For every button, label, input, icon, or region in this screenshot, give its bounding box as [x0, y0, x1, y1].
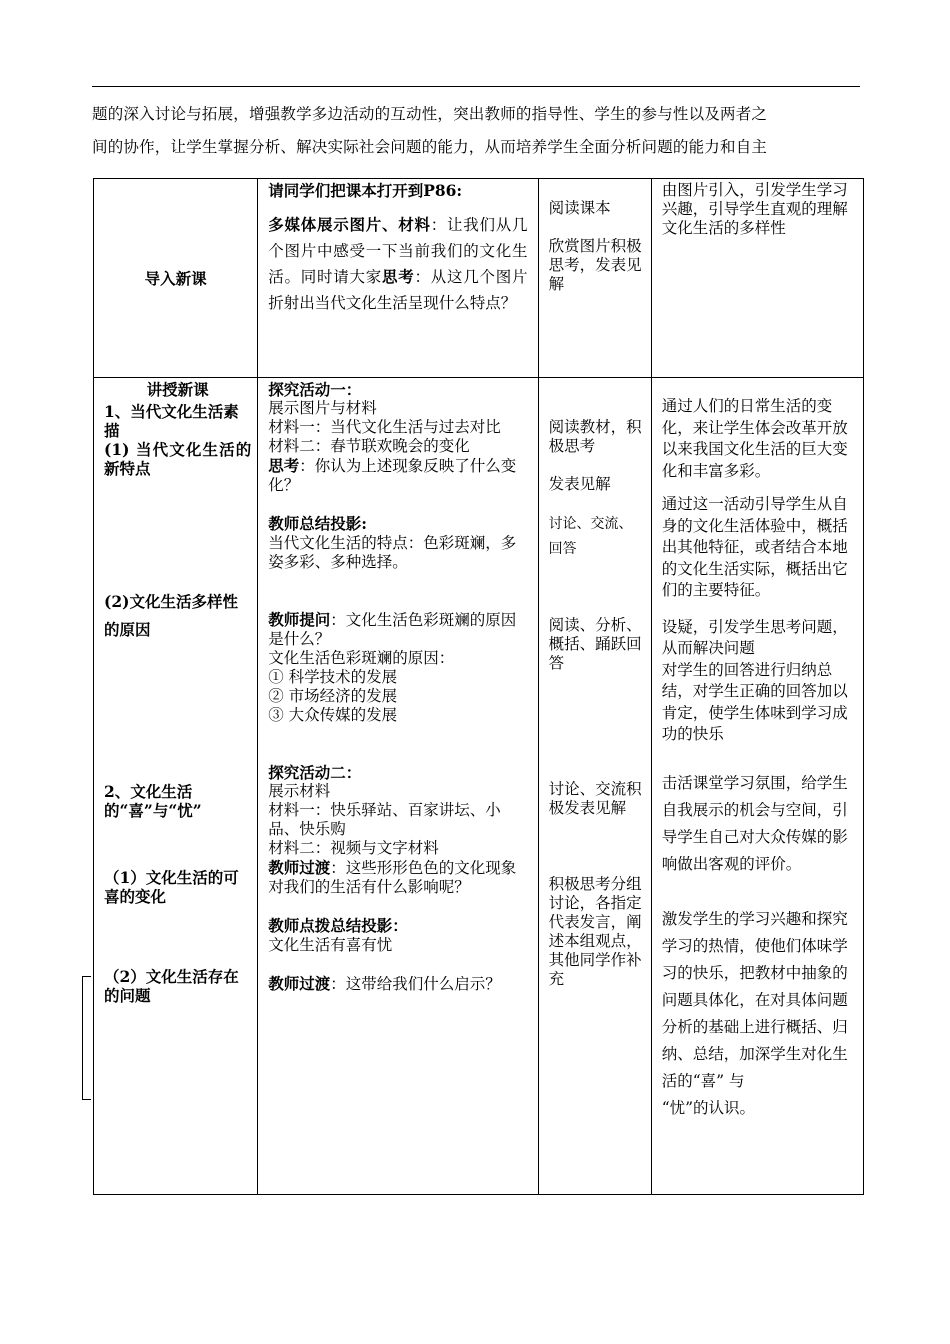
- intent-c1: 设疑，引发学生思考问题，从而解决问题: [661, 617, 848, 657]
- reason-1: ① 科学技术的发展: [268, 668, 398, 686]
- media-text: ：让我们从几个图片中感受一下当前我们的文化生活。同时请大家: [268, 216, 528, 286]
- teacher-transition-2: [268, 974, 527, 994]
- teacher-transition: [268, 858, 527, 897]
- media-label: 多媒体展示图片、材料: [268, 215, 431, 234]
- guide-summary-label: 教师点拨总结投影: [268, 916, 393, 935]
- intro-line-1: 题的深入讨论与拓展，增强教学多边活动的互动性，突出教师的指导性、学生的参与性以及两者之: [92, 105, 768, 123]
- activity-2-line-3: 材料二：视频与文字材料: [268, 839, 439, 857]
- summary-label: 教师总结投影: [268, 514, 362, 533]
- cell-student-activity-2: [538, 378, 651, 1195]
- lesson-table: [93, 178, 864, 1195]
- student-e: 讨论、交流积极发表见解: [548, 780, 642, 817]
- table-row-intro: [94, 179, 864, 378]
- think-question: [268, 456, 527, 495]
- activity-heading: 请同学们把课本打开到P86:: [268, 181, 463, 200]
- activity-1-line-2: 材料一：当代文化生活与过去对比: [268, 418, 501, 436]
- intent-c2: 对学生的回答进行归纳总结，对学生正确的回答加以肯定，使学生体味到学习成功的快乐: [661, 660, 848, 743]
- intent-e1: 激发学生的学习兴趣和探究学习的热情，使他们体味学习的快乐，把教材中抽象的问题具体化，在对具体问题分析的基础上进行概括、归纳、总结，加深学生对化生活的“喜” 与: [661, 909, 848, 1090]
- student-c: 讨论、交流、回答: [548, 516, 633, 557]
- margin-bracket: [82, 976, 91, 1100]
- section-2-1: （1）文化生活的可喜的变化: [104, 868, 239, 906]
- think-text-2: ：你认为上述现象反映了什么变化？: [268, 457, 517, 494]
- intent-text: 由图片引入，引发学生学习兴趣，引导学生直观的理解文化生活的多样性: [661, 181, 848, 237]
- student-b: 发表见解: [548, 475, 611, 493]
- cell-teacher-activity: [258, 179, 538, 378]
- teacher-question: [268, 610, 527, 649]
- section-2: 2、文化生活的“喜”与“忧”: [104, 782, 202, 820]
- cell-design-intent-2: [651, 378, 863, 1195]
- intent-a: 通过人们的日常生活的变化，来让学生体会改革开放以来我国文化生活的巨大变化和丰富多彩。: [661, 397, 848, 480]
- intro-paragraph: [92, 98, 864, 164]
- think-label-2: 思考: [268, 456, 300, 475]
- activity-1-line-3: 材料二：春节联欢晚会的变化: [268, 437, 470, 455]
- activity-2-title: 探究活动二：: [268, 763, 362, 782]
- transition-text: ：这些形形色色的文化现象对我们的生活有什么影响呢？: [268, 859, 517, 896]
- cell-teacher-activity-2: [258, 378, 538, 1195]
- section-1: 1、当代文化生活素描: [104, 402, 239, 440]
- cell-stage: [94, 179, 258, 378]
- think-label: 思考: [381, 267, 415, 286]
- reason-2: ② 市场经济的发展: [268, 687, 398, 705]
- transition-2-label: 教师过渡: [268, 974, 331, 993]
- teacher-summary: [268, 514, 527, 534]
- question-label: 教师提问: [268, 610, 331, 629]
- guide-summary-colon: ：: [392, 916, 408, 935]
- cell-stage-2: [94, 378, 258, 1195]
- student-read: 阅读课本: [548, 199, 611, 217]
- activity-2-line-2: 材料一：快乐驿站、百家讲坛、小品、快乐购: [268, 801, 501, 838]
- cell-design-intent: [651, 179, 863, 378]
- stage-teaching: 讲授新课: [146, 380, 209, 399]
- transition-2-text: ：这带给我们什么启示？: [330, 975, 501, 993]
- table-row-teaching: [94, 378, 864, 1195]
- summary-text: 当代文化生活的特点：色彩斑斓，多姿多彩、多种选择。: [268, 534, 517, 571]
- student-a: 阅读教材，积极思考: [548, 418, 642, 455]
- header-rule: [92, 86, 860, 87]
- guide-summary-text: 文化生活有喜有忧: [268, 936, 393, 954]
- cell-student-activity: [538, 179, 651, 378]
- section-1-2: (2)文化生活多样性的原因: [104, 592, 238, 639]
- activity-text: [268, 212, 527, 316]
- section-2-2: （2）文化生活存在的问题: [104, 967, 239, 1005]
- intent-d: 击活课堂学习氛围，给学生自我展示的机会与空间，引导学生自己对大众传媒的影响做出客观的评价。: [661, 773, 848, 873]
- transition-label: 教师过渡: [268, 858, 331, 877]
- student-d: 阅读、分析、概括、踊跃回答: [548, 616, 642, 672]
- question-text: ：文化生活色彩斑斓的原因是什么？: [268, 611, 517, 648]
- summary-colon: :: [361, 514, 367, 533]
- intent-e2: “忧”的认识。: [661, 1098, 756, 1117]
- reason-3: ③ 大众传媒的发展: [268, 706, 398, 724]
- activity-1-title: 探究活动一：: [268, 380, 362, 399]
- reason-heading: 文化生活色彩斑斓的原因：: [268, 649, 455, 667]
- activity-2-line-1: 展示材料: [268, 782, 331, 800]
- student-f: 积极思考分组讨论，各指定代表发言，阐述本组观点，其他同学作补充: [548, 875, 642, 988]
- stage-label: 导入新课: [144, 269, 207, 288]
- teacher-guide-summary: [268, 916, 527, 936]
- activity-1-line-1: 展示图片与材料: [268, 399, 377, 417]
- think-text: ：从这几个图片折射出当代文化生活呈现什么特点？: [268, 268, 528, 312]
- section-1-1: (1) 当代文化生活的新特点: [104, 440, 252, 478]
- student-view: 欣赏图片积极思考，发表见解: [548, 237, 642, 293]
- intent-b: 通过这一活动引导学生从自身的文化生活体验中，概括出其他特征，或者结合本地的文化生活实际，概括出它们的主要特征。: [661, 495, 848, 599]
- intro-line-2: 间的协作，让学生掌握分析、解决实际社会问题的能力，从而培养学生全面分析问题的能力和自主: [92, 138, 768, 156]
